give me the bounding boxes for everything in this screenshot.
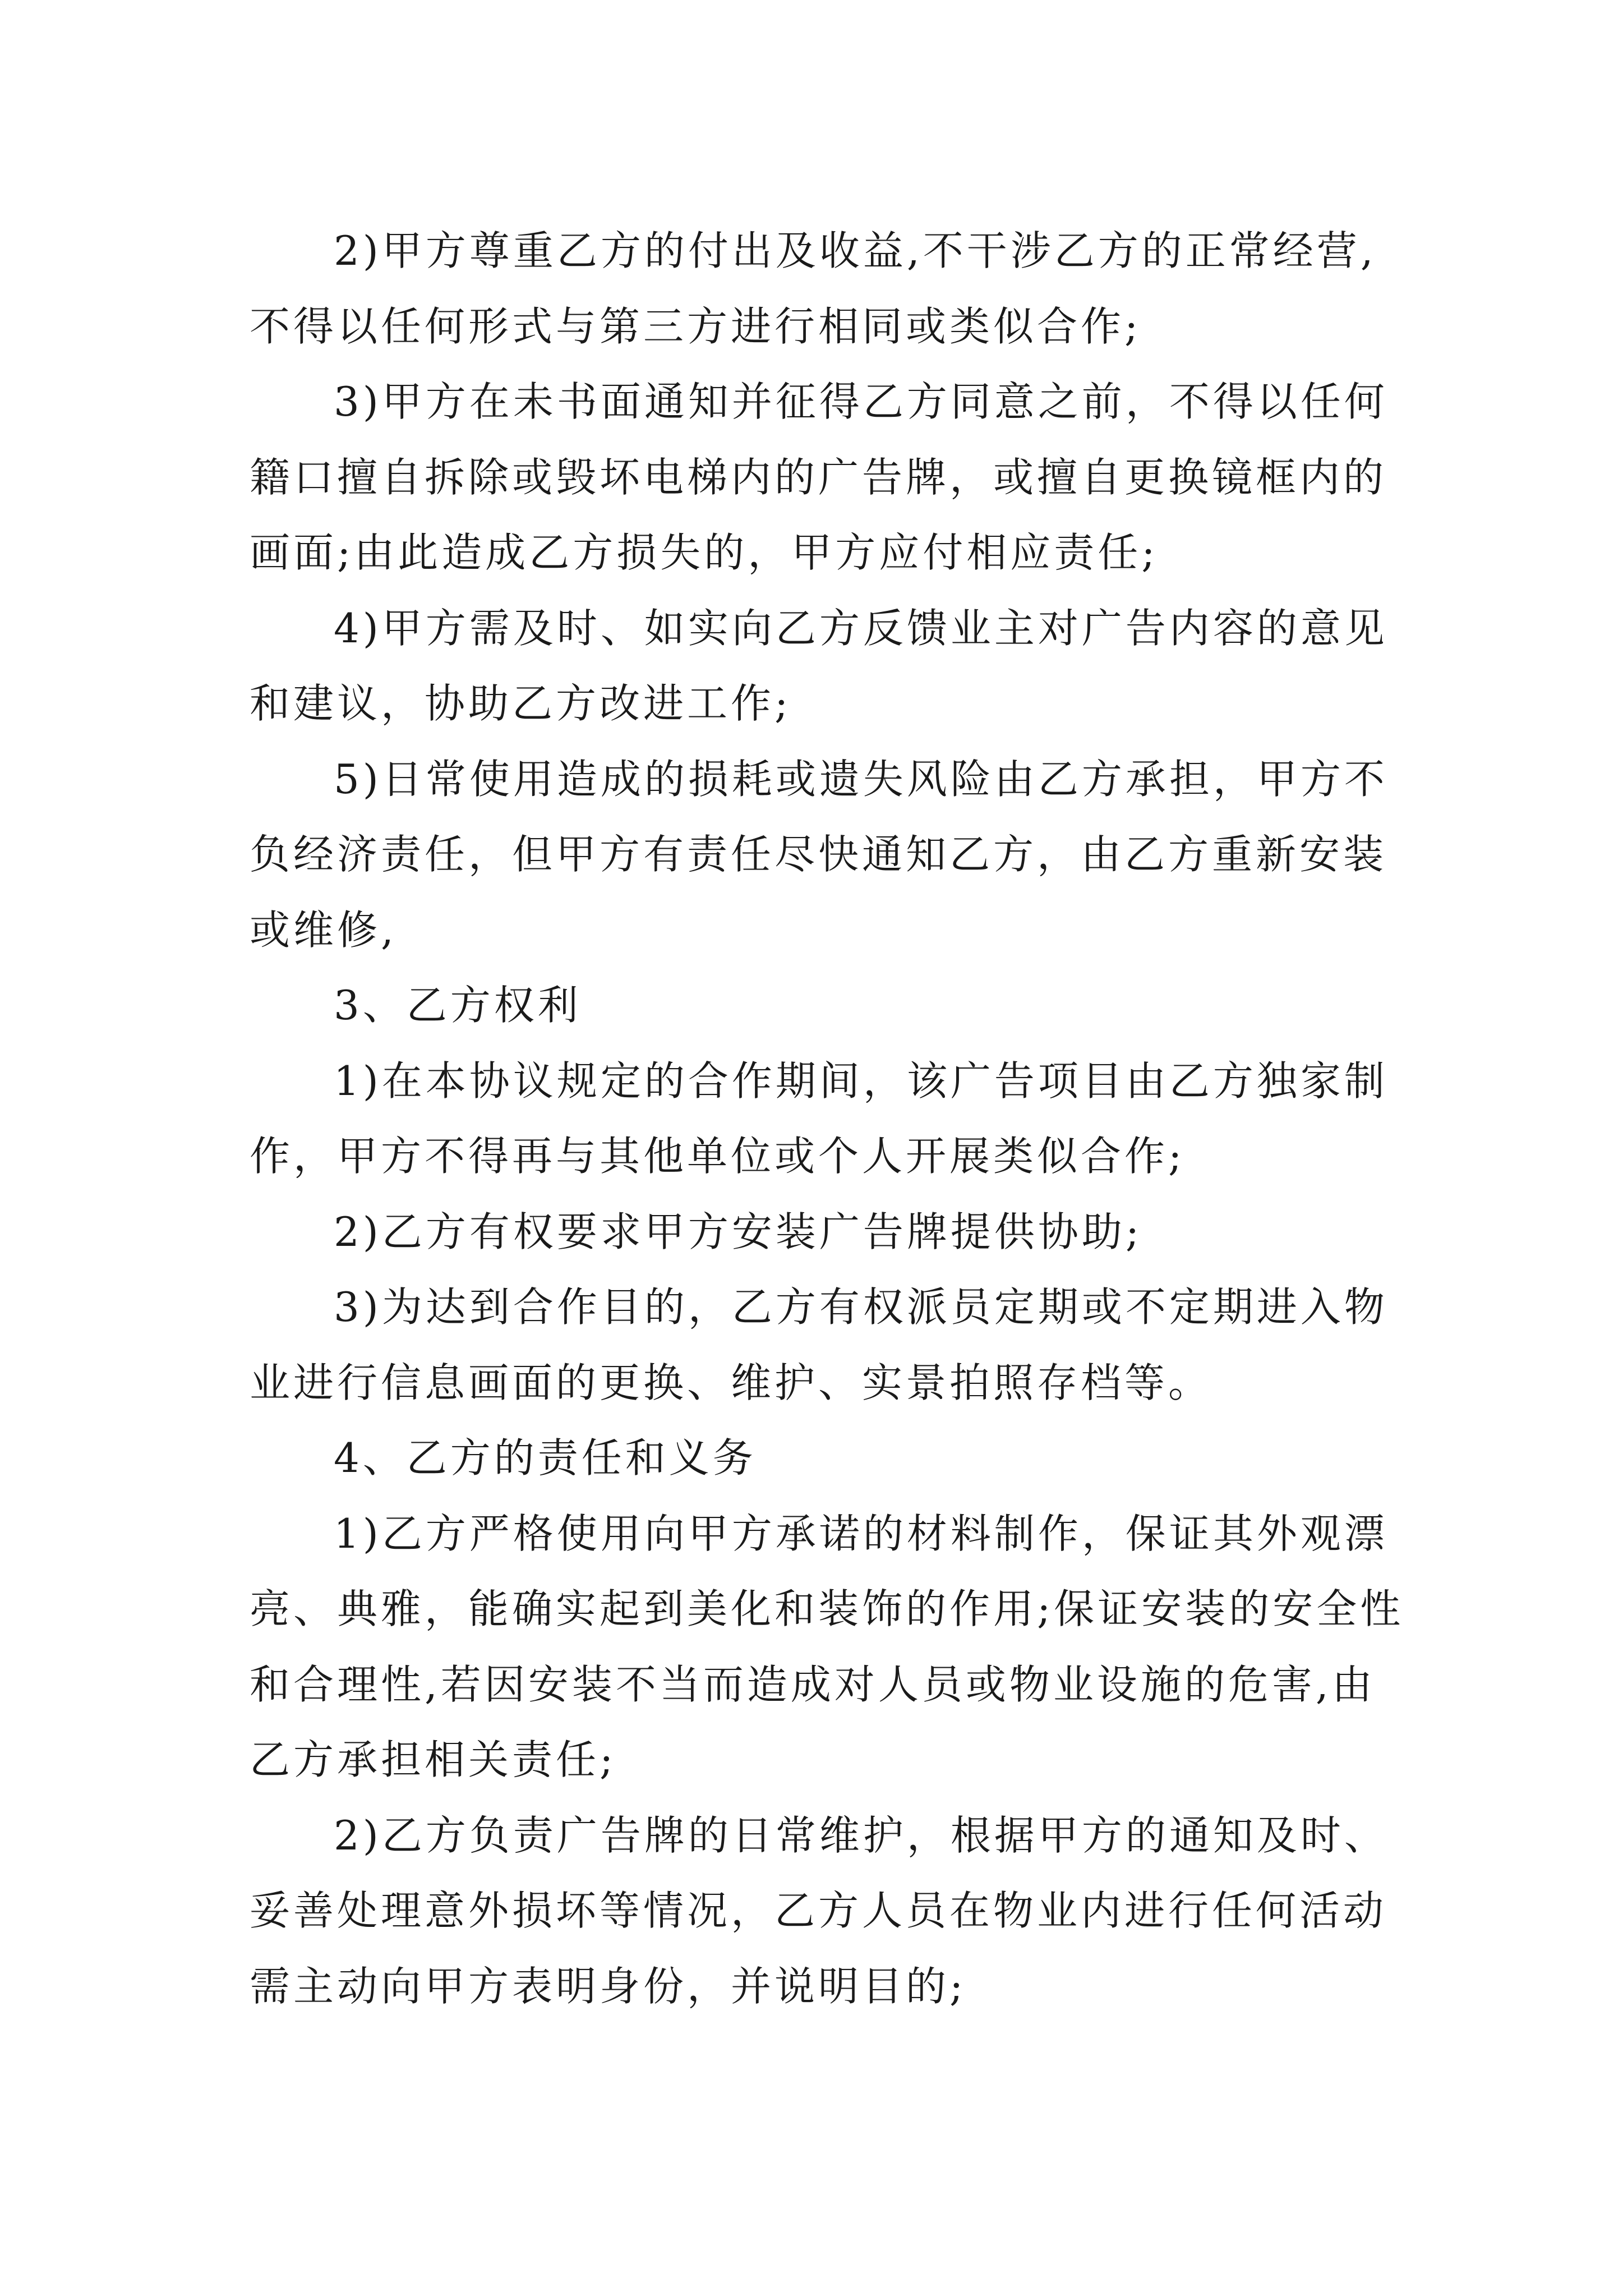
clause-party-b-duties-1: 1)乙方严格使用向甲方承诺的材料制作，保证其外观漂亮、典雅，能确实起到美化和装饰的作用;保证安装的安全性和合理性,若因安装不当而造成对人员或物业设施的危害,由乙方承担相关责任; bbox=[250, 1510, 1404, 1783]
clause-party-a-4: 4)甲方需及时、如实向乙方反馈业主对广告内容的意见和建议，协助乙方改进工作; bbox=[250, 604, 1388, 727]
clause-party-b-rights-3: 3)为达到合作目的，乙方有权派员定期或不定期进入物业进行信息画面的更换、维护、实景拍照存档等。 bbox=[250, 1283, 1388, 1406]
document-body bbox=[250, 213, 1416, 2024]
section-heading-party-b-rights: 3、乙方权利 bbox=[334, 982, 582, 1029]
clause-party-b-duties-2: 2)乙方负责广告牌的日常维护，根据甲方的通知及时、妥善处理意外损坏等情况，乙方人员在物业内进行任何活动需主动向甲方表明身份，并说明目的; bbox=[250, 1811, 1388, 2010]
clause-party-a-5: 5)日常使用造成的损耗或遗失风险由乙方承担，甲方不负经济责任，但甲方有责任尽快通知乙方，由乙方重新安装或维修, bbox=[250, 755, 1388, 954]
clause-party-a-2: 2)甲方尊重乙方的付出及收益,不干涉乙方的正常经营,不得以任何形式与第三方进行相同或类似合作; bbox=[250, 227, 1377, 350]
section-heading-party-b-duties: 4、乙方的责任和义务 bbox=[334, 1434, 757, 1481]
clause-party-a-3: 3)甲方在未书面通知并征得乙方同意之前，不得以任何籍口擅自拆除或毁坏电梯内的广告牌，或擅自更换镜框内的画面;由此造成乙方损失的，甲方应付相应责任; bbox=[250, 378, 1388, 576]
clause-party-b-rights-2: 2)乙方有权要求甲方安装广告牌提供协助; bbox=[334, 1208, 1143, 1255]
clause-party-b-rights-1: 1)在本协议规定的合作期间，该广告项目由乙方独家制作，甲方不得再与其他单位或个人开展类似合作; bbox=[250, 1057, 1388, 1180]
